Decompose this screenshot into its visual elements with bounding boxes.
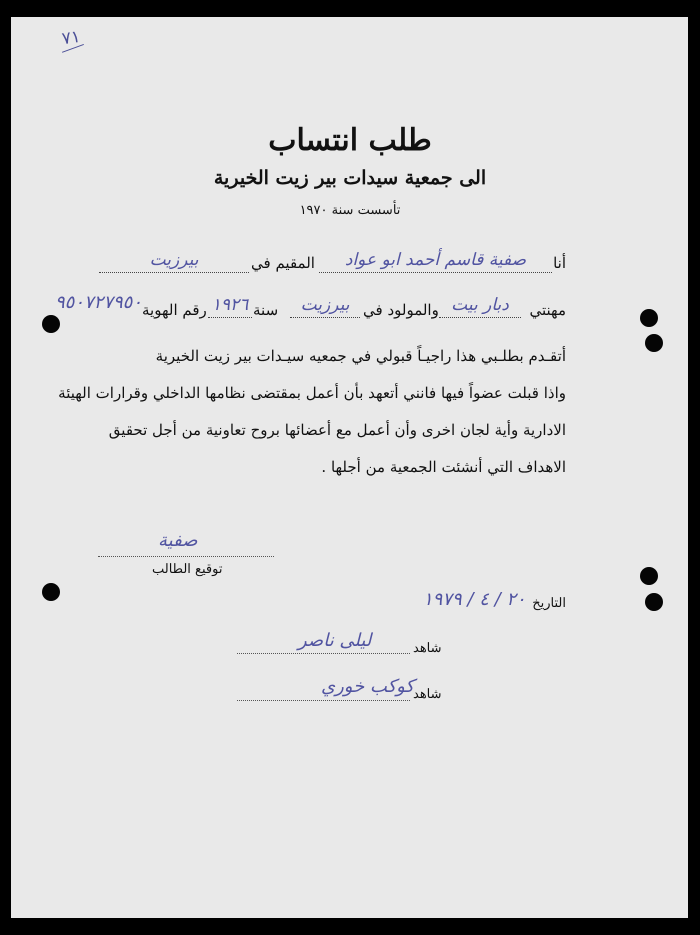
organization-name: الى جمعية سيدات بير زيت الخيرية: [213, 167, 487, 189]
pledge-line-4: الاهداف التي أنشئت الجمعية من أجلها .: [321, 458, 566, 476]
profession-field[interactable]: دبار بيت: [439, 293, 521, 318]
year-label: سنة: [253, 301, 279, 319]
applicant-signature-line: [98, 556, 274, 557]
date-label: التاريخ: [532, 596, 566, 611]
punch-hole: [640, 309, 658, 327]
form-title: طلب انتساب: [268, 123, 432, 158]
i-am-label: أنا: [553, 254, 566, 272]
punch-hole: [42, 583, 60, 601]
date-value: ٢٠ / ٤ / ١٩٧٩: [423, 589, 526, 610]
applicant-signature-label: توقيع الطالب: [152, 562, 223, 577]
punch-hole: [640, 567, 658, 585]
page-marker: ٧١: [60, 26, 82, 50]
birthplace-field[interactable]: بيرزيت: [290, 293, 360, 318]
birth-year-field[interactable]: ١٩٢٦: [208, 293, 252, 318]
witness-2-label: شاهد: [413, 687, 442, 702]
punch-hole: [645, 334, 663, 352]
punch-hole: [645, 593, 663, 611]
applicant-signature: صفية: [158, 530, 198, 551]
pledge-line-3: الادارية وأية لجان اخرى وأن أعمل مع أعضائها بروح تعاونية من أجل تحقيق: [108, 421, 566, 439]
founded-year: تأسست سنة ١٩٧٠: [299, 203, 401, 218]
pledge-line-2: واذا قبلت عضواً فيها فانني أتعهد بأن أعمل بمقتضى نظامها الداخلي وقرارات الهيئة: [58, 384, 566, 402]
profession-label: مهنتي: [529, 301, 566, 319]
punch-hole: [42, 315, 60, 333]
residence-field[interactable]: بيرزيت: [99, 248, 249, 273]
id-label: رقم الهوية: [142, 301, 207, 319]
witness-1-label: شاهد: [413, 641, 442, 656]
born-in-label: والمولود في: [363, 301, 439, 319]
pledge-line-1: أتقـدم بطلـبي هذا راجيـاً قبولي في جمعيه سيـدات بير زيت الخيرية: [155, 347, 566, 365]
resident-label: المقيم في: [251, 254, 315, 272]
witness-2-signature: كوكب خوري: [321, 676, 415, 697]
name-field[interactable]: صفية قاسم أحمد ابو عواد: [319, 248, 552, 273]
witness-2-line: [237, 700, 410, 701]
witness-1-signature: ليلى ناصر: [298, 630, 372, 651]
witness-1-line: [237, 653, 410, 654]
id-number-field[interactable]: ٩٥٠٧٢٧٩٥٠: [54, 292, 142, 313]
